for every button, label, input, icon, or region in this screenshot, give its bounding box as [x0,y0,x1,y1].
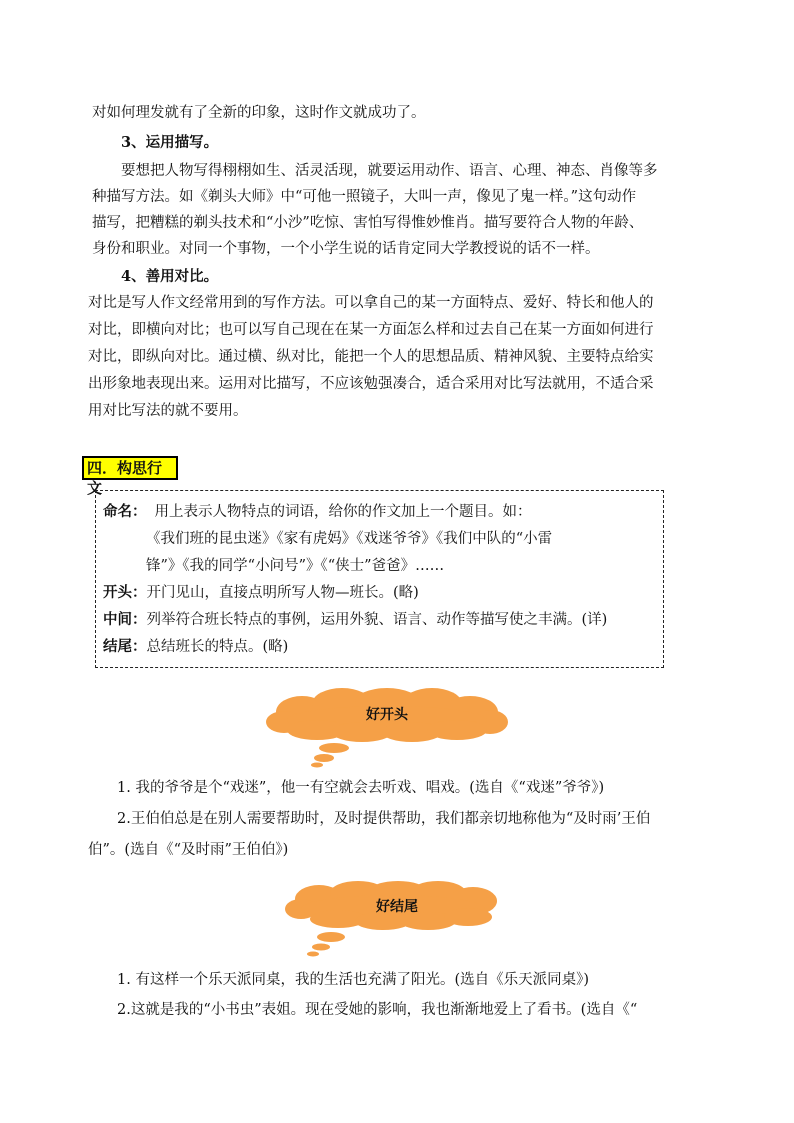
thought-cloud-icon [262,688,512,768]
paragraph-line: 对比，即纵向对比。通过横、纵对比，能把一个人的思想品质、精神风貌、主要特点给实 [88,349,654,365]
ending-row [103,635,288,656]
opening-text: 开门见山，直接点明所写人物—班长。(略) [146,585,419,601]
naming-example: 锋”》《我的同学“小问号”》《“侠士”爸爸》…… [146,558,445,574]
paragraph-line: 对比是写人作文经常用到的写作方法。可以拿自己的某一方面特点、爱好、特长和他人的 [88,295,654,311]
ending-example-2: 2.这就是我的“小书虫”表姐。现在受她的影响，我也渐渐地爱上了看书。(选自《“ [117,1002,638,1018]
ending-text: 总结班长的特点。(略) [146,639,289,655]
paragraph-line: 种描写方法。如《剃头大师》中“可他一照镜子，大叫一声，像见了鬼一样。”这句动作 [92,189,637,205]
naming-text: 用上表示人物特点的词语，给你的作文加上一个题目。如： [154,504,532,520]
opening-label: 开头： [103,584,147,601]
ending-example-1: 1. 有这样一个乐天派同桌，我的生活也充满了阳光。(选自《乐天派同桌》) [117,972,590,988]
middle-text: 列举符合班长特点的事例，运用外貌、语言、动作等描写使之丰满。(详) [146,612,608,628]
paragraph-line: 要想把人物写得栩栩如生、活灵活现，就要运用动作、语言、心理、神态、肖像等多 [121,163,658,179]
paragraph-line: 对比，即横向对比；也可以写自己现在在某一方面怎么样和过去自己在某一方面如何进行 [88,322,654,338]
section-title: 四．构思行文 [82,456,178,480]
paragraph-line: 出形象地表现出来。运用对比描写，不应该勉强凑合，适合采用对比写法就用，不适合采 [88,376,654,392]
naming-example: 《我们班的昆虫迷》《家有虎妈》《戏迷爷爷》《我们中队的“小雷 [146,531,553,547]
heading-description: 3、运用描写。 [121,134,219,151]
opening-example-2-cont: 伯”。(选自《“及时雨”王伯伯》) [88,842,289,858]
good-ending-label: 好结尾 [376,899,418,915]
paragraph-line: 描写，把糟糕的剃头技术和“小沙”吃惊、害怕写得惟妙惟肖。描写要符合人物的年龄、 [92,215,644,231]
middle-label: 中间： [103,611,147,628]
naming-row [103,500,532,521]
naming-label: 命名： [103,503,147,520]
opening-row [103,581,419,602]
opening-example-2: 2.王伯伯总是在别人需要帮助时，及时提供帮助，我们都亲切地称他为“及时雨’王伯 [117,811,651,827]
middle-row [103,608,607,629]
heading-contrast: 4、善用对比。 [121,268,219,285]
ending-label: 结尾： [103,638,147,655]
paragraph-line: 身份和职业。对同一个事物，一个小学生说的话肯定同大学教授说的话不一样。 [92,241,600,257]
good-opening-label: 好开头 [366,707,408,723]
opening-example-1: 1. 我的爷爷是个“戏迷”，他一有空就会去听戏、唱戏。(选自《“戏迷”爷爷》) [117,780,605,796]
continuation-line: 对如何理发就有了全新的印象，这时作文就成功了。 [92,105,426,121]
paragraph-line: 用对比写法的就不要用。 [88,403,248,419]
thought-cloud-icon [283,881,503,961]
